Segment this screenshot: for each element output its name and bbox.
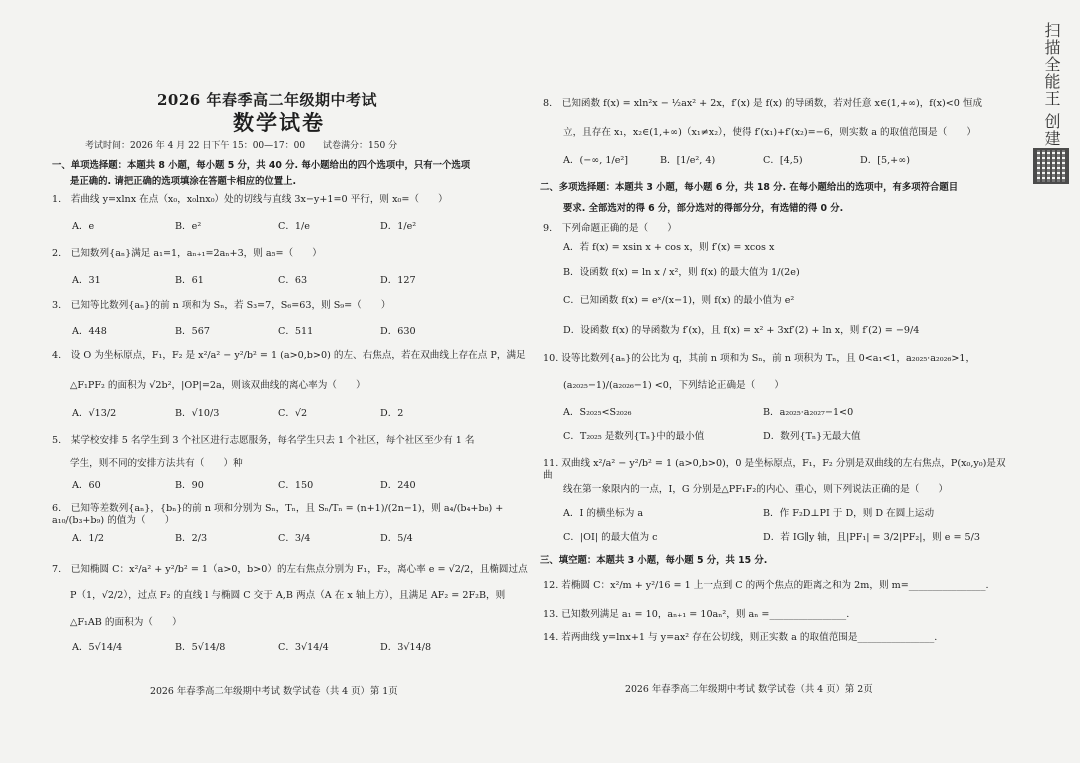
- answer-option: D．数列{Tₙ}无最大值: [763, 431, 861, 442]
- answer-option: D．630: [380, 326, 416, 337]
- answer-option: B．[1/e², 4): [660, 155, 716, 166]
- answer-option: B．5√14/8: [175, 642, 226, 653]
- question-text: 14. 若两曲线 y=lnx+1 与 y=ax² 存在公切线，则正实数 a 的取值范围是________________.: [543, 632, 938, 643]
- answer-option: C．511: [278, 326, 314, 337]
- question-text: 6. 已知等差数列{aₙ}，{bₙ}的前 n 项和分别为 Sₙ，Tₙ，且 Sₙ/Tₙ = (n+1)/(2n−1)，则 a₄/(b₄+b₈) + a₁₀/(b₃+b₉) 的值为（ ）: [52, 503, 504, 526]
- question-text: 4. 设 O 为坐标原点，F₁，F₂ 是 x²/a² − y²/b² = 1 (a>0,b>0) 的左、右焦点，若在双曲线上存在点 P，满足: [52, 350, 526, 361]
- section-heading: 要求. 全部选对的得 6 分，部分选对的得部分分，有选错的得 0 分.: [563, 203, 844, 214]
- answer-option: A．31: [72, 275, 101, 286]
- answer-option: B．设函数 f(x) = ln x / x²，则 f(x) 的最大值为 1/(2e): [563, 267, 800, 278]
- page-footer: 2026 年春季高二年级期中考试 数学试卷（共 4 页）第 2页: [625, 684, 873, 695]
- section-heading: 二、多项选择题：本题共 3 小题，每小题 6 分，共 18 分. 在每小题给出的选项中，有多项符合题目: [540, 182, 959, 193]
- section-heading: 一、单项选择题：本题共 8 小题，每小题 5 分，共 40 分. 每小题给出的四个选项中，只有一个选项: [52, 160, 471, 171]
- question-text: 1. 若曲线 y=xlnx 在点（x₀，x₀lnx₀）处的切线与直线 3x−y+1=0 平行，则 x₀=（ ）: [52, 194, 448, 205]
- answer-option: C．150: [278, 480, 314, 491]
- section-heading: 是正确的. 请把正确的选项填涂在答题卡相应的位置上.: [70, 176, 297, 187]
- question-text: 3. 已知等比数列{aₙ}的前 n 项和为 Sₙ，若 S₃=7，S₆=63，则 S₉=（ ）: [52, 300, 391, 311]
- answer-option: B．567: [175, 326, 210, 337]
- answer-option: C．1/e: [278, 221, 310, 232]
- qr-code-icon: [1033, 148, 1069, 184]
- answer-option: B．√10/3: [175, 408, 220, 419]
- answer-option: C．[4,5): [763, 155, 803, 166]
- question-text: 12. 若椭圆 C：x²/m + y²/16 = 1 上一点到 C 的两个焦点的距离之和为 2m，则 m=________________.: [543, 580, 989, 591]
- question-text: 学生，则不同的安排方法共有（ ）种: [70, 458, 243, 469]
- question-text: 2. 已知数列{aₙ}满足 a₁=1，aₙ₊₁=2aₙ+3，则 a₅=（ ）: [52, 248, 322, 259]
- answer-option: A．I 的横坐标为 a: [563, 508, 644, 519]
- answer-option: A．e: [72, 221, 95, 232]
- answer-option: D．设函数 f(x) 的导函数为 f′(x)，且 f(x) = x² + 3xf′(2) + ln x，则 f′(2) = −9/4: [563, 325, 920, 336]
- question-text: 线在第一象限内的一点，I，G 分别是△PF₁F₂的内心、重心，则下列说法正确的是（ ）: [563, 484, 949, 495]
- scanner-watermark: 扫描全能王 创建: [1042, 22, 1061, 148]
- question-text: △F₁PF₂ 的面积为 √2b²，|OP|=2a，则该双曲线的离心率为（ ）: [70, 380, 366, 391]
- answer-option: D．5/4: [380, 533, 413, 544]
- answer-option: D．1/e²: [380, 221, 417, 232]
- exam-info: 考试时间：2026 年 4 月 22 日下午 15：00—17：00 试卷满分：150 分: [85, 141, 398, 151]
- answer-option: A．448: [72, 326, 107, 337]
- answer-option: C．63: [278, 275, 308, 286]
- answer-option: C．T₂₀₂₅ 是数列{Tₙ}中的最小值: [563, 431, 705, 442]
- section-heading: 三、填空题：本题共 3 小题，每小题 5 分，共 15 分.: [540, 555, 768, 566]
- answer-option: D．[5,+∞): [860, 155, 910, 166]
- answer-option: C．已知函数 f(x) = eˣ/(x−1)，则 f(x) 的最小值为 e²: [563, 295, 795, 306]
- answer-option: B．e²: [175, 221, 202, 232]
- answer-option: A．S₂₀₂₅<S₂₀₂₆: [563, 407, 632, 418]
- question-text: 7. 已知椭圆 C：x²/a² + y²/b² = 1（a>0，b>0）的左右焦点分别为 F₁，F₂，离心率 e = √2/2，且椭圆过点: [52, 564, 528, 575]
- answer-option: B．90: [175, 480, 204, 491]
- answer-option: A．√13/2: [72, 408, 117, 419]
- question-text: 8. 已知函数 f(x) = xln²x − ½ax² + 2x，f′(x) 是 f(x) 的导函数，若对任意 x∈(1,+∞)，f(x)<0 恒成: [543, 98, 983, 109]
- answer-option: A．1/2: [72, 533, 104, 544]
- answer-option: D．240: [380, 480, 416, 491]
- question-text: 11. 双曲线 x²/a² − y²/b² = 1 (a>0,b>0)，0 是坐标原点，F₁，F₂ 分别是双曲线的左右焦点，P(x₀,y₀)是双曲: [543, 458, 1006, 481]
- answer-option: B．61: [175, 275, 204, 286]
- answer-option: D．2: [380, 408, 404, 419]
- question-text: 13. 已知数列满足 a₁ = 10，aₙ₊₁ = 10aₙ²，则 aₙ =________________.: [543, 609, 850, 620]
- question-text: 5. 某学校安排 5 名学生到 3 个社区进行志愿服务，每名学生只去 1 个社区，每个社区至少有 1 名: [52, 435, 475, 446]
- answer-option: D．若 IG∥y 轴，且|PF₁| = 3/2|PF₂|，则 e = 5/3: [763, 532, 980, 543]
- exam-subtitle: 数学试卷: [233, 110, 325, 135]
- answer-option: C．|OI| 的最大值为 c: [563, 532, 658, 543]
- page-footer: 2026 年春季高二年级期中考试 数学试卷（共 4 页）第 1页: [150, 686, 398, 697]
- question-text: △F₁AB 的面积为（ ）: [70, 617, 182, 628]
- answer-option: D．127: [380, 275, 416, 286]
- answer-option: A．60: [72, 480, 101, 491]
- answer-option: B．2/3: [175, 533, 208, 544]
- question-text: 10. 设等比数列{aₙ}的公比为 q，其前 n 项和为 Sₙ，前 n 项积为 Tₙ，且 0<a₁<1，a₂₀₂₅·a₂₀₂₆>1，: [543, 353, 976, 364]
- answer-option: A．(−∞, 1/e²]: [563, 155, 628, 166]
- question-text: (a₂₀₂₅−1)/(a₂₀₂₆−1) <0，下列结论正确是（ ）: [563, 380, 785, 391]
- exam-title: 2026 年春季高二年级期中考试: [157, 91, 377, 109]
- question-text: P（1，√2/2），过点 F₂ 的直线 l 与椭圆 C 交于 A,B 两点（A 在 x 轴上方），且满足 AF₂ = 2F₂B，则: [70, 590, 506, 601]
- answer-option: D．3√14/8: [380, 642, 432, 653]
- answer-option: B．作 F₂D⊥PI 于 D，则 D 在圆上运动: [763, 508, 935, 519]
- answer-option: A．5√14/4: [72, 642, 123, 653]
- answer-option: A．若 f(x) = xsin x + cos x，则 f′(x) = xcos x: [563, 242, 775, 253]
- answer-option: C．3√14/4: [278, 642, 329, 653]
- question-text: 立，且存在 x₁，x₂∈(1,+∞)（x₁≠x₂），使得 f′(x₁)+f′(x₂)=−6，则实数 a 的取值范围是（ ）: [563, 127, 976, 138]
- answer-option: B．a₂₀₂₅·a₂₀₂₇−1<0: [763, 407, 854, 418]
- answer-option: C．3/4: [278, 533, 311, 544]
- question-text: 9. 下列命题正确的是（ ）: [543, 223, 677, 234]
- answer-option: C．√2: [278, 408, 308, 419]
